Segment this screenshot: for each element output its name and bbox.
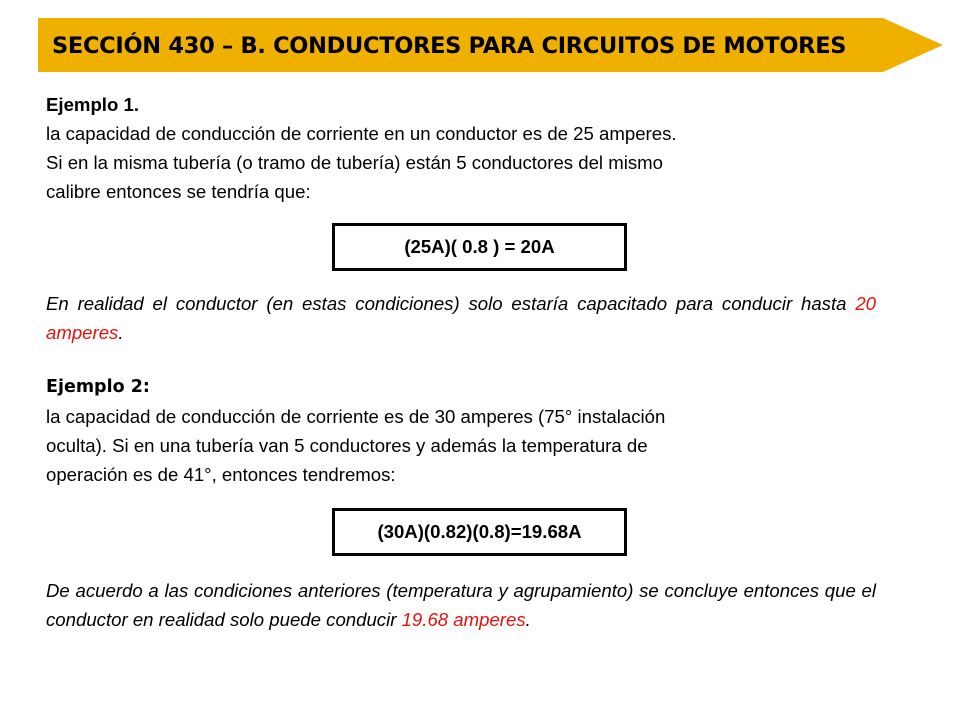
example-1-line-2: Si en la misma tubería (o tramo de tubería) están 5 conductores del mismo — [46, 152, 663, 173]
example-1-conclusion-end: . — [118, 322, 124, 343]
formula-box-2: (30A)(0.82)(0.8)=19.68A — [332, 508, 627, 556]
example-2-conclusion-end: . — [525, 609, 531, 630]
example-1-heading: Ejemplo 1. — [46, 94, 139, 115]
example-1-highlight-value: 20 amperes — [46, 293, 876, 343]
example-2-line-1: la capacidad de conducción de corriente es de 30 amperes (75° instalación — [46, 406, 666, 427]
example-2-conclusion-text: De acuerdo a las condiciones anteriores (temperatura y agrupamiento) se concluye entonces que el conductor en realidad solo puede conducir — [46, 580, 876, 630]
example-2-conclusion — [46, 576, 876, 634]
example-2-line-2: oculta). Si en una tubería van 5 conductores y además la temperatura de — [46, 435, 648, 456]
example-2-highlight-value: 19.68 amperes — [401, 609, 526, 630]
example-1-conclusion-text: En realidad el conductor (en estas condiciones) solo estaría capacitado para conducir hasta — [46, 293, 856, 314]
example-2-block — [46, 373, 876, 489]
section-title-banner — [38, 18, 943, 72]
example-2-line-3: operación es de 41°, entonces tendremos: — [46, 464, 396, 485]
page-title: SECCIÓN 430 – B. CONDUCTORES PARA CIRCUITOS DE MOTORES — [52, 33, 847, 59]
example-2-heading: Ejemplo 2: — [46, 377, 150, 397]
example-1-block — [46, 90, 876, 206]
example-1-line-3: calibre entonces se tendría que: — [46, 181, 311, 202]
example-1-conclusion — [46, 289, 876, 347]
example-1-line-1: la capacidad de conducción de corriente en un conductor es de 25 amperes. — [46, 123, 677, 144]
formula-box-1: (25A)( 0.8 ) = 20A — [332, 223, 627, 271]
